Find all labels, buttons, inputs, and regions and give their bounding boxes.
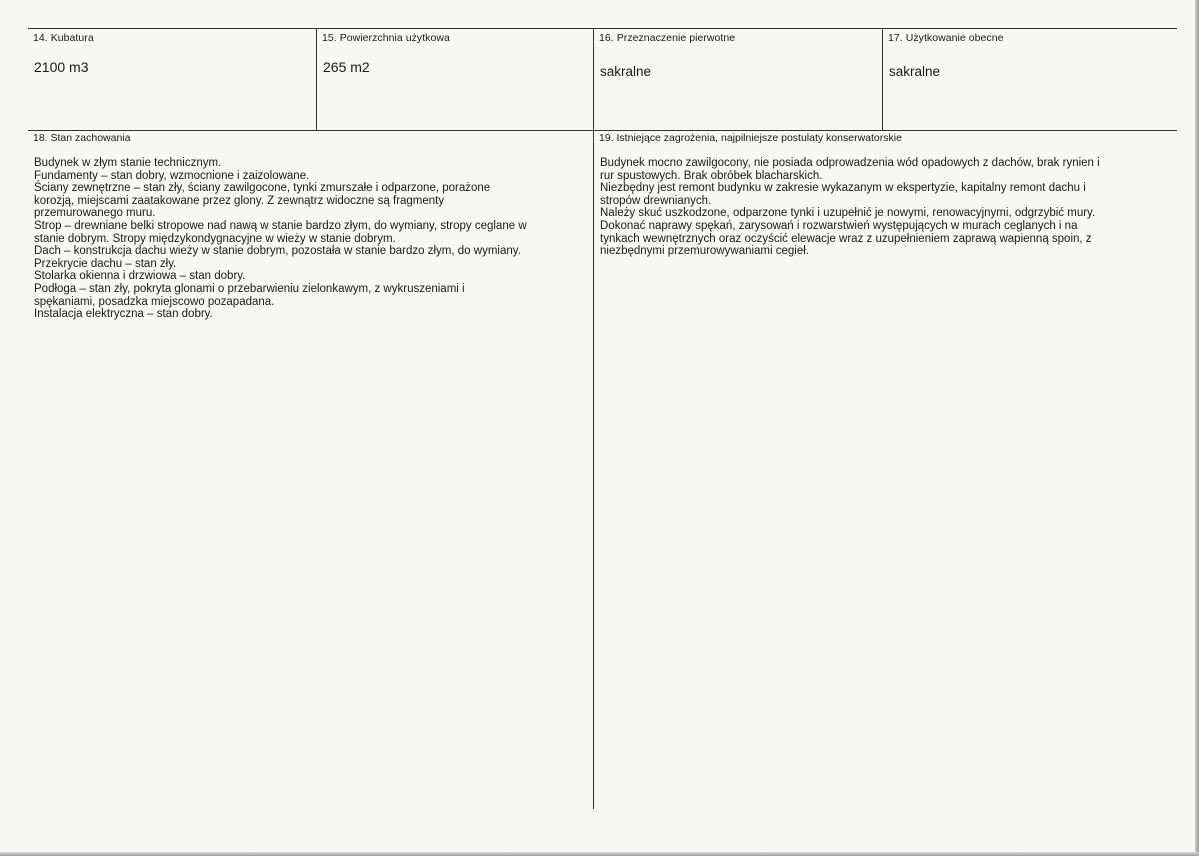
field-label-kubatura: 14. Kubatura — [33, 32, 94, 44]
field-label-powierzchnia: 15. Powierzchnia użytkowa — [322, 32, 450, 44]
field-value-kubatura: 2100 m3 — [34, 59, 89, 75]
field-value-uzytkowanie: sakralne — [889, 64, 941, 79]
section-label-zagrozenia: 19. Istniejące zagrożenia, najpilniejsze postulaty konserwatorskie — [599, 132, 902, 144]
section-label-stan-zachowania: 18. Stan zachowania — [33, 132, 131, 144]
scan-edge-right — [1195, 0, 1199, 856]
field-label-przeznaczenie: 16. Przeznaczenie pierwotne — [599, 32, 736, 44]
field-value-powierzchnia: 265 m2 — [323, 59, 370, 75]
section-text-stan-zachowania: Budynek w złym stanie technicznym. Fundamenty – stan dobry, wzmocnione i zaizolowane. Ściany zewnętrzne – stan zły, ściany zawilgocone, tynki zmurszałe i odparzone, porażone korozją, miejscami zaatakowane przez glony. Z zewnątrz widoczne są fragmenty przemurowanego muru. Strop – drewniane belki stropowe nad nawą w stanie bardzo złym, do wymiany, stropy ceglane w stanie dobrym. Stropy międzykondygnacyjne w wieży w stanie dobrym. Dach – konstrukcja dachu wieży w stanie dobrym, pozostała w stanie bardzo złym, do wymiany. Przekrycie dachu – stan zły. Stolarka okienna i drzwiowa – stan dobry. Podłoga – stan zły, pokryta glonami o przebarwieniu zielonkawym, z wykruszeniami i spękaniami, posadzka miejscowo pozapadana. Instalacja elektryczna – stan dobry. — [34, 157, 527, 321]
field-value-przeznaczenie: sakralne — [600, 64, 652, 79]
section-stan-zachowania — [28, 129, 594, 809]
details-row — [28, 129, 1177, 809]
field-kubatura — [28, 29, 317, 130]
field-label-uzytkowanie: 17. Użytkowanie obecne — [888, 32, 1004, 44]
section-text-zagrozenia: Budynek mocno zawilgocony, nie posiada odprowadzenia wód opadowych z dachów, brak rynien i rur spustowych. Brak obróbek blacharskich. Niezbędny jest remont budynku w zakresie wykazanym w ekspertyzie, kapitalny remont dachu i stropów drewnianych. Należy skuć uszkodzone, odparzone tynki i uzupełnić je nowymi, renowacyjnymi, odgrzybić mury. Dokonać naprawy spękań, zarysowań i rozwarstwień występujących w murach ceglanych i na tynkach wewnętrznych oraz oczyścić elewacje wraz z uzupełnieniem zaprawą wapienną spoin, z niezbędnymi przemurowywaniami cegieł. — [600, 157, 1100, 258]
field-powierzchnia — [317, 29, 594, 130]
field-uzytkowanie — [883, 29, 1177, 130]
field-przeznaczenie — [594, 29, 883, 130]
section-zagrozenia — [594, 129, 1177, 809]
scan-edge-bottom — [0, 852, 1199, 856]
record-card-form — [28, 28, 1177, 809]
summary-row — [28, 28, 1177, 131]
